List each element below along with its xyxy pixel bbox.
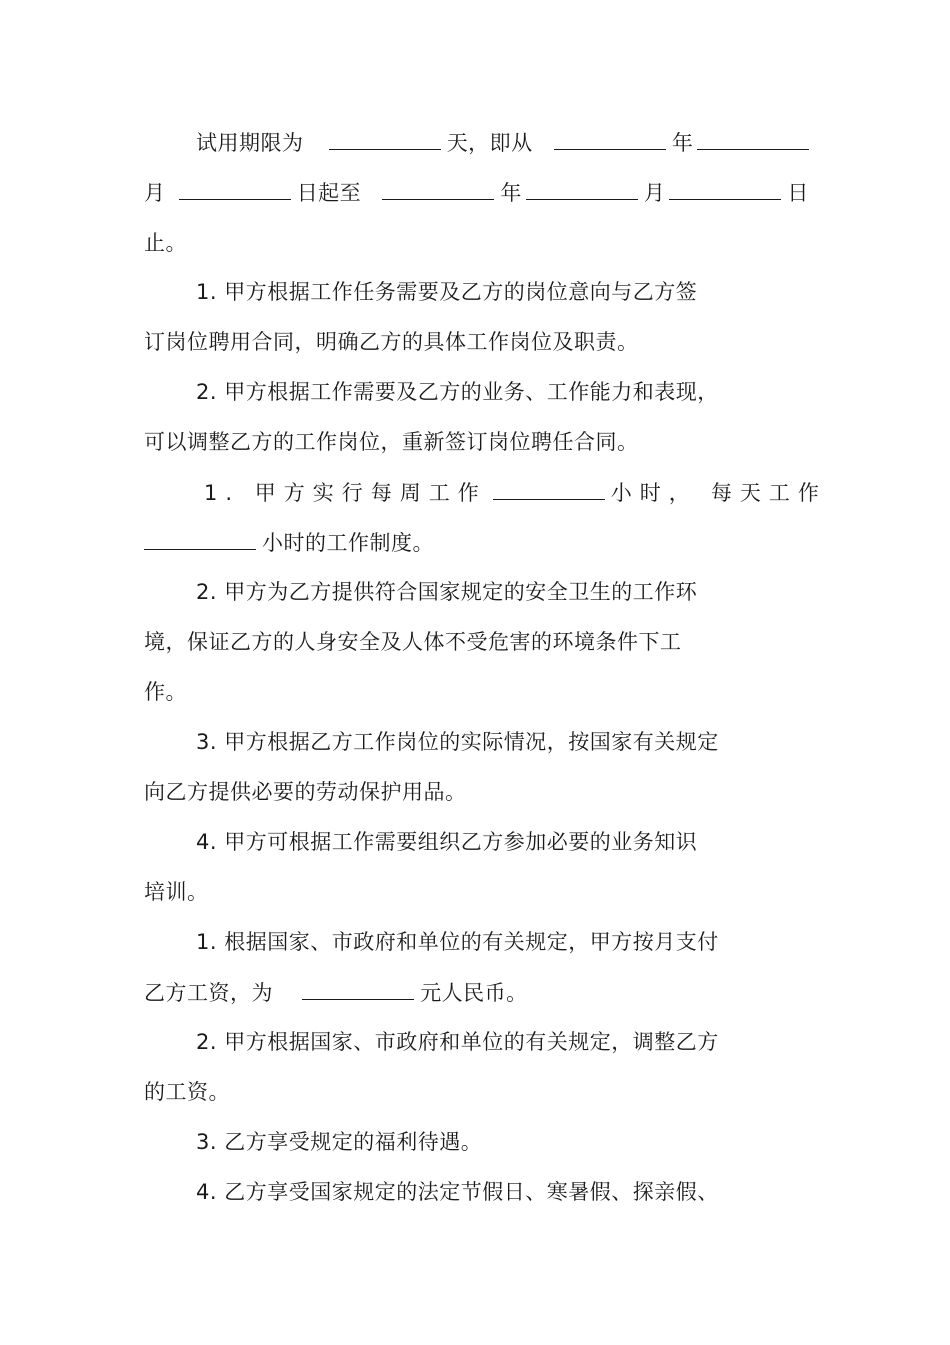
blank-days bbox=[329, 127, 441, 150]
currency-label: 元人民币。 bbox=[420, 981, 528, 1005]
pay-p2-line1: 2. 甲方根据国家、市政府和单位的有关规定，调整乙方 bbox=[196, 1030, 719, 1054]
pay-p2-line2: 的工资。 bbox=[144, 1080, 230, 1104]
blank-end-day bbox=[669, 177, 781, 200]
position-p2-line1: 2. 甲方根据工作需要及乙方的业务、工作能力和表现， bbox=[196, 380, 719, 404]
blank-end-year bbox=[382, 177, 494, 200]
conditions-p1-line1 bbox=[204, 477, 827, 508]
month-label: 月 bbox=[643, 181, 666, 205]
blank-salary bbox=[302, 977, 414, 1000]
blank-start-month bbox=[697, 127, 809, 150]
position-p1-line2: 订岗位聘用合同，明确乙方的具体工作岗位及职责。 bbox=[144, 330, 639, 354]
conditions-p1-line2 bbox=[144, 527, 434, 558]
pay-p1-line1: 1. 根据国家、市政府和单位的有关规定，甲方按月支付 bbox=[196, 930, 719, 954]
blank-start-day bbox=[179, 177, 291, 200]
days-label: 天，即从 bbox=[446, 131, 533, 155]
month-label: 月 bbox=[144, 181, 166, 205]
hours-label: 小时， bbox=[610, 481, 698, 505]
probation-line-2 bbox=[144, 177, 809, 208]
pay-p1-line2 bbox=[144, 977, 528, 1008]
weekly-hours-label: 1. 甲方实行每周工作 bbox=[204, 481, 487, 505]
pay-p4-line1: 4. 乙方享受国家规定的法定节假日、寒暑假、探亲假、 bbox=[196, 1180, 719, 1204]
salary-label: 乙方工资，为 bbox=[144, 981, 273, 1005]
blank-weekly-hours bbox=[493, 477, 605, 500]
conditions-p2-line3: 作。 bbox=[144, 680, 187, 704]
conditions-p3-line2: 向乙方提供必要的劳动保护用品。 bbox=[144, 780, 467, 804]
conditions-p2-line2: 境，保证乙方的人身安全及人体不受危害的环境条件下工 bbox=[144, 630, 682, 654]
work-system-label: 小时的工作制度。 bbox=[262, 531, 434, 555]
daily-hours-label: 每天工作 bbox=[710, 481, 827, 505]
conditions-p4-line2: 培训。 bbox=[144, 880, 209, 904]
probation-label: 试用期限为 bbox=[196, 131, 304, 155]
conditions-p3-line1: 3. 甲方根据乙方工作岗位的实际情况，按国家有关规定 bbox=[196, 730, 719, 754]
position-p2-line2: 可以调整乙方的工作岗位，重新签订岗位聘任合同。 bbox=[144, 430, 639, 454]
position-p1-line1: 1. 甲方根据工作任务需要及乙方的岗位意向与乙方签 bbox=[196, 280, 698, 304]
conditions-p2-line1: 2. 甲方为乙方提供符合国家规定的安全卫生的工作环 bbox=[196, 580, 698, 604]
probation-line-1 bbox=[196, 127, 815, 158]
day-label: 日 bbox=[787, 181, 809, 205]
blank-daily-hours bbox=[144, 527, 256, 550]
blank-start-year bbox=[554, 127, 666, 150]
pay-p3-line1: 3. 乙方享受规定的福利待遇。 bbox=[196, 1130, 483, 1154]
year-label: 年 bbox=[500, 181, 522, 205]
probation-line-3: 止。 bbox=[144, 231, 187, 255]
start-to-label: 日起至 bbox=[296, 181, 362, 205]
conditions-p4-line1: 4. 甲方可根据工作需要组织乙方参加必要的业务知识 bbox=[196, 830, 698, 854]
blank-end-month bbox=[526, 177, 638, 200]
year-label: 年 bbox=[671, 131, 694, 155]
